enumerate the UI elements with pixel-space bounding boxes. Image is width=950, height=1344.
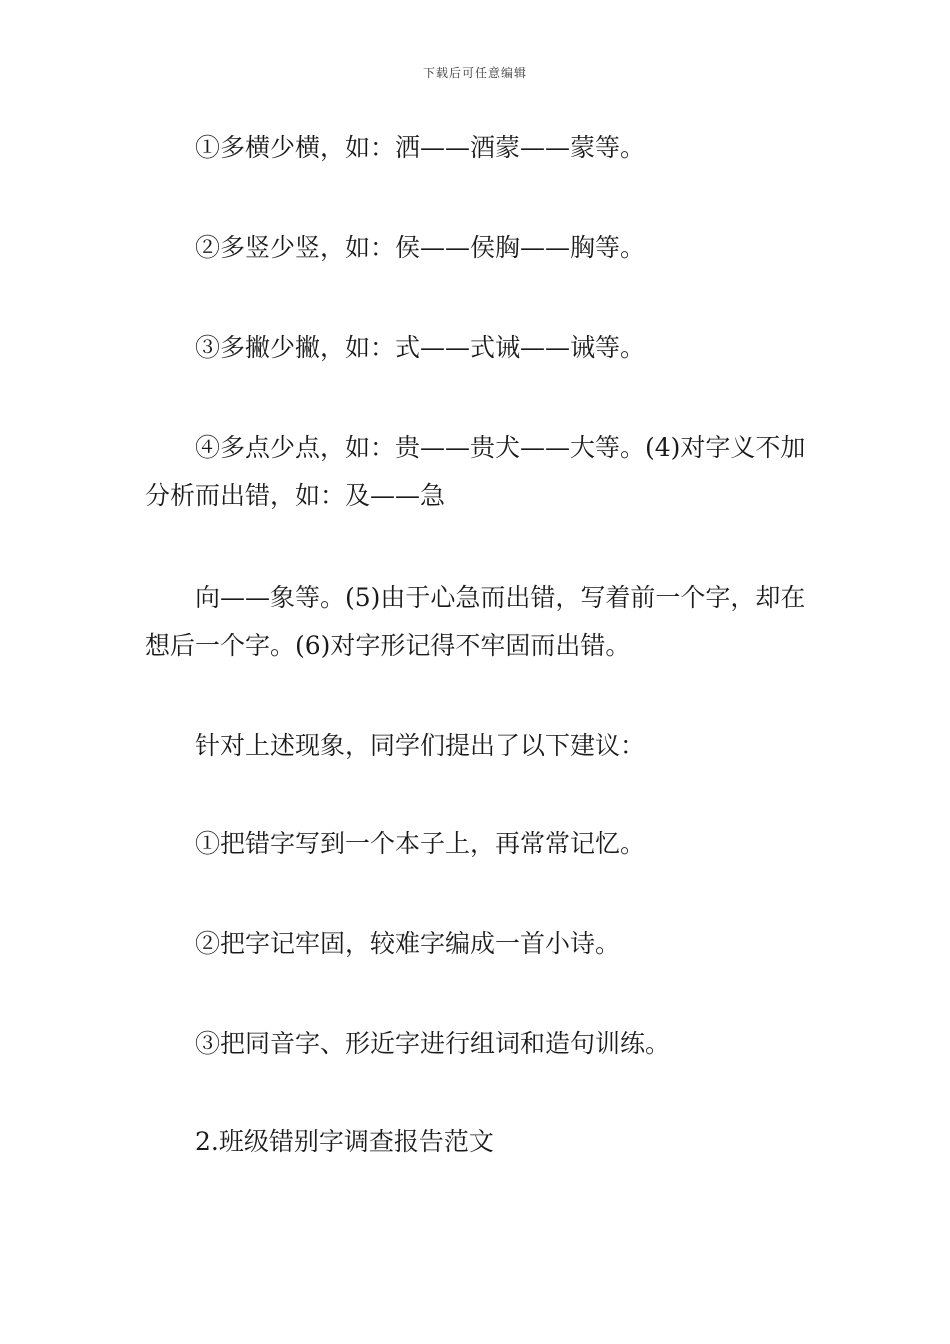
paragraph-9: ③把同音字、形近字进行组词和造句训练。 xyxy=(195,1029,671,1058)
page-header: 下载后可任意编辑 xyxy=(422,66,527,80)
paragraph-7: ①把错字写到一个本子上，再常常记忆。 xyxy=(195,829,646,858)
paragraph-3: ③多撇少撇，如：式——式诫——诫等。 xyxy=(195,333,646,362)
paragraph-4: ④多点少点，如：贵——贵犬——大等。(4)对字义不加分析而出错，如：及——急 xyxy=(145,433,806,510)
paragraph-5: 向——象等。(5)由于心急而出错，写着前一个字，却在想后一个字。(6)对字形记得不牢固而出错。 xyxy=(145,583,806,660)
paragraph-8: ②把字记牢固，较难字编成一首小诗。 xyxy=(195,929,621,958)
paragraph-2: ②多竖少竖，如：侯——侯胸——胸等。 xyxy=(195,233,646,262)
paragraph-6: 针对上述现象，同学们提出了以下建议： xyxy=(195,731,646,760)
section-heading: 2.班级错别字调查报告范文 xyxy=(195,1127,494,1156)
paragraph-1: ①多横少横，如：洒——酒蒙——蒙等。 xyxy=(195,133,646,162)
